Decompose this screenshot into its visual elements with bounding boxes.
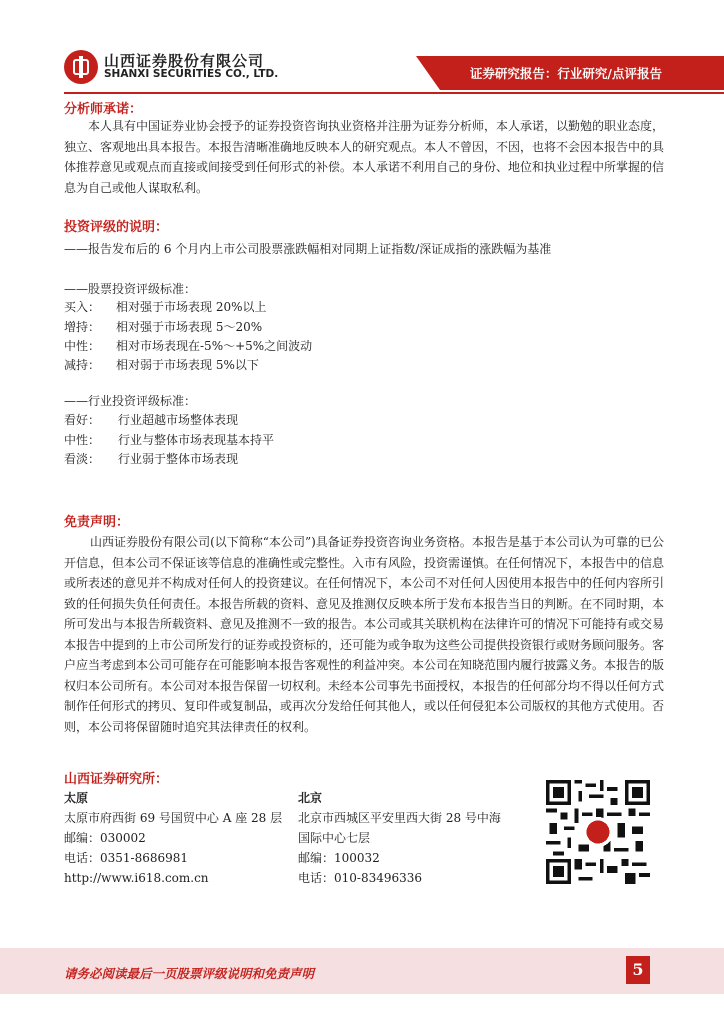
beijing-address-line2: 国际中心七层 xyxy=(298,831,371,845)
analyst-title: 分析师承诺： xyxy=(64,102,143,117)
rating-label: 买入： xyxy=(64,300,101,314)
report-type: 证券研究报告：行业研究/点评报告 xyxy=(469,66,662,81)
rating-title: 投资评级的说明： xyxy=(64,220,169,235)
rating-label: 中性： xyxy=(64,339,101,353)
footer-notice: 请务必阅读最后一页股票评级说明和免责声明 xyxy=(64,966,315,981)
stock-rating-row xyxy=(64,298,267,315)
taiyuan-postcode: 邮编：030002 xyxy=(64,831,146,845)
rating-desc: 相对弱于市场表现 5%以下 xyxy=(116,358,259,372)
rating-intro: ——报告发布后的 6 个月内上市公司股票涨跌幅相对同期上证指数/深证成指的涨跌幅为基准 xyxy=(64,242,552,256)
industry-rating-row xyxy=(64,431,274,448)
company-name-cn: 山西证券股份有限公司 xyxy=(104,52,265,70)
industry-rating-row xyxy=(64,450,238,467)
industry-rating-header: ——行业投资评级标准： xyxy=(64,394,197,408)
disclaimer-title: 免责声明： xyxy=(64,515,130,530)
taiyuan-address: 太原市府西街 69 号国贸中心 A 座 28 层 xyxy=(64,811,283,825)
header-band-slant xyxy=(416,56,440,90)
rating-label: 减持： xyxy=(64,358,101,372)
company-logo-icon xyxy=(64,50,98,84)
research-title: 山西证券研究所： xyxy=(64,772,169,787)
stock-rating-row xyxy=(64,337,312,354)
rating-label: 看淡： xyxy=(64,452,101,466)
rating-desc: 行业与整体市场表现基本持平 xyxy=(118,433,275,447)
page-number: 5 xyxy=(626,956,650,984)
website-link[interactable]: http://www.i618.com.cn xyxy=(64,871,209,885)
rating-desc: 相对强于市场表现 20%以上 xyxy=(116,300,267,314)
company-name-en: SHANXI SECURITIES CO., LTD. xyxy=(104,68,279,80)
beijing-postcode: 邮编：100032 xyxy=(298,851,380,865)
rating-label: 看好： xyxy=(64,413,101,427)
analyst-body: 本人具有中国证券业协会授予的证券投资咨询执业资格并注册为证券分析师，本人承诺，以勤勉的职业态度，独立、客观地出具本报告。本报告清晰准确地反映本人的研究观点。本人不曾因，不因，也将不会因本报告中的具体推荐意见或观点而直接或间接受到任何形式的补偿。本人承诺不利用自己的身份、地位和执业过程中所掌握的信息为自己或他人谋取私利。 xyxy=(64,119,665,195)
logo-bar xyxy=(79,56,83,78)
stock-rating-header: ——股票投资评级标准： xyxy=(64,282,197,296)
stock-rating-row xyxy=(64,356,259,373)
beijing-address-line1: 北京市西城区平安里西大街 28 号中海 xyxy=(298,811,501,825)
qr-code-icon xyxy=(546,780,650,884)
beijing-city: 北京 xyxy=(298,791,323,805)
rating-label: 中性： xyxy=(64,433,101,447)
taiyuan-city: 太原 xyxy=(64,791,89,805)
page-header xyxy=(0,0,724,96)
rating-desc: 相对市场表现在-5%～+5%之间波动 xyxy=(116,339,313,353)
taiyuan-phone: 电话：0351-8686981 xyxy=(64,851,189,865)
rating-desc: 相对强于市场表现 5～20% xyxy=(116,320,263,334)
rating-desc: 行业弱于整体市场表现 xyxy=(118,452,239,466)
industry-rating-row xyxy=(64,411,238,428)
beijing-contact xyxy=(298,788,501,888)
rating-desc: 行业超越市场整体表现 xyxy=(118,413,239,427)
rating-label: 增持： xyxy=(64,320,101,334)
beijing-phone: 电话：010-83496336 xyxy=(298,871,423,885)
disclaimer-body: 山西证券股份有限公司(以下简称“本公司”)具备证券投资咨询业务资格。本报告是基于本公司认为可靠的已公开信息，但本公司不保证该等信息的准确性或完整性。入市有风险，投资需谨慎。在任何情况下，本报告中的信息或所表述的意见并不构成对任何人的投资建议。在任何情况下，本公司不对任何人因使用本报告中的任何内容所引致的任何损失负任何责任。本报告所载的资料、意见及推测仅反映本所于发布本报告当日的判断。在不同时期，本所可发出与本报告所载资料、意见及推测不一致的报告。本公司或其关联机构在法律许可的情况下可能持有或交易本报告中提到的上市公司所发行的证券或投资标的，还可能为或争取为这些公司提供投资银行或财务顾问服务。客户应当考虑到本公司可能存在可能影响本报告客观性的利益冲突。本公司在知晓范围内履行披露义务。本报告的版权归本公司所有。本公司对本报告保留一切权利。未经本公司事先书面授权，本报告的任何部分均不得以任何方式制作任何形式的拷贝、复印件或复制品，或再次分发给任何其他人，或以任何侵犯本公司版权的其他方式使用。否则，本公司将保留随时追究其法律责任的权利。 xyxy=(64,535,665,734)
header-divider xyxy=(64,92,724,94)
stock-rating-row xyxy=(64,318,262,335)
taiyuan-contact xyxy=(64,788,282,888)
